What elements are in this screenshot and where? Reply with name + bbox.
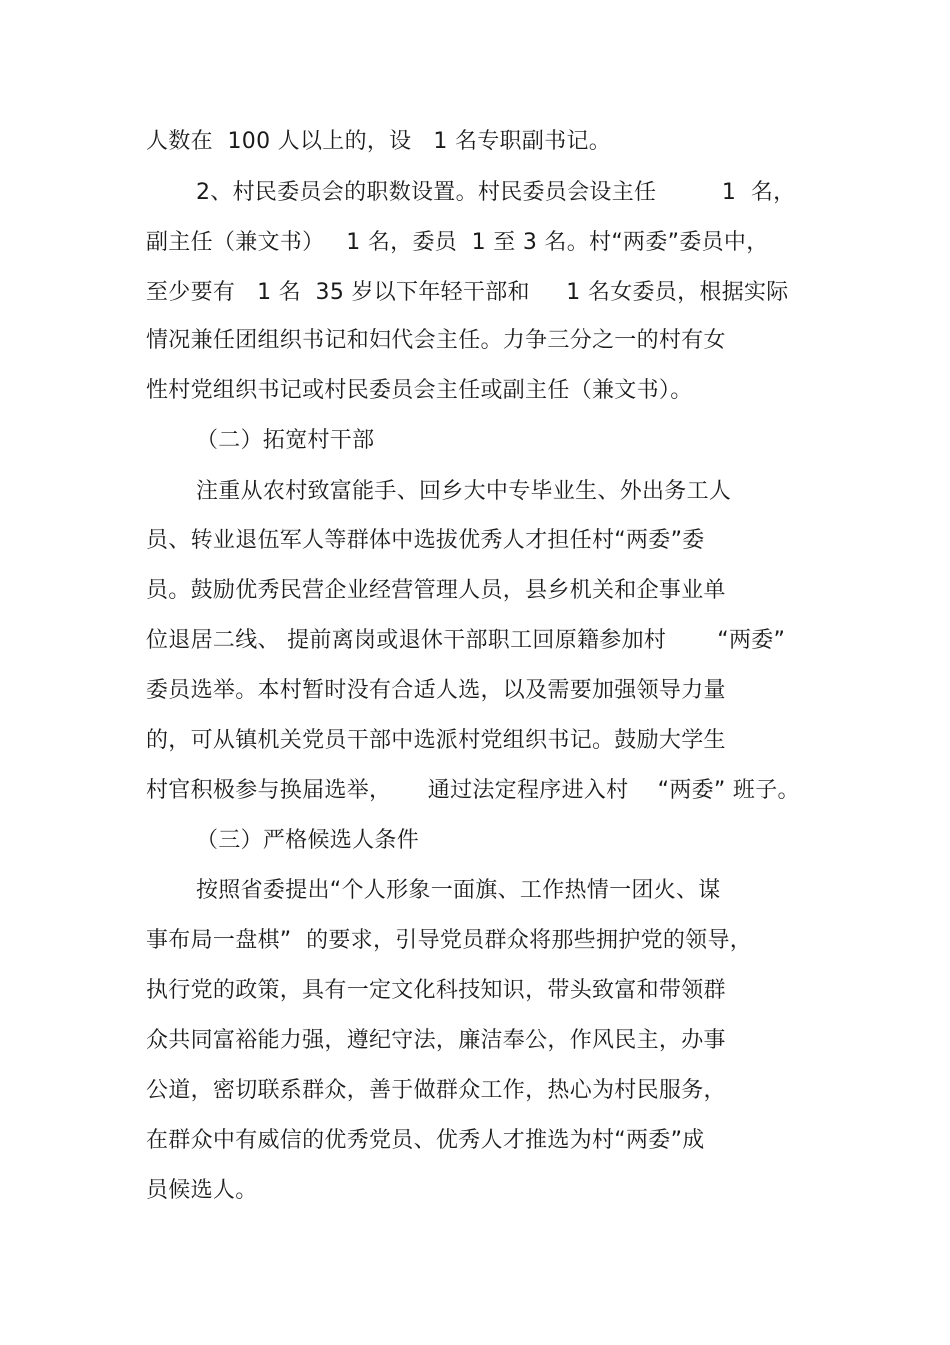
- body-line: 村官积极参与换届选举， 通过法定程序进入村 “两委” 班子。: [146, 778, 800, 803]
- body-line: 情况兼任团组织书记和妇代会主任。力争三分之一的村有女: [146, 328, 726, 353]
- section-heading: （二）拓宽村干部: [196, 428, 375, 453]
- body-line: 副主任（兼文书） 1 名，委员 1 至 3 名。村“两委”委员中，: [146, 230, 769, 255]
- body-line: 人数在 100 人以上的，设 1 名专职副书记。: [146, 129, 612, 154]
- body-line: 员。鼓励优秀民营企业经营管理人员，县乡机关和企事业单: [146, 578, 726, 603]
- body-line: 事布局一盘棋” 的要求，引导党员群众将那些拥护党的领导，: [146, 928, 753, 953]
- body-line: 的，可从镇机关党员干部中选派村党组织书记。鼓励大学生: [146, 728, 726, 753]
- body-line: 性村党组织书记或村民委员会主任或副主任（兼文书）。: [146, 378, 693, 403]
- body-line: 员候选人。: [146, 1178, 258, 1203]
- body-line: 按照省委提出“个人形象一面旗、工作热情一团火、谋: [196, 878, 721, 903]
- body-line: 位退居二线、 提前离岗或退休干部职工回原籍参加村 “两委”: [146, 628, 786, 653]
- body-line: 执行党的政策，具有一定文化科技知识，带头致富和带领群: [146, 978, 726, 1003]
- body-line: 公道，密切联系群众，善于做群众工作，热心为村民服务，: [146, 1078, 726, 1103]
- body-line: 至少要有 1 名 35 岁以下年轻干部和 1 名女委员，根据实际: [146, 280, 789, 305]
- body-line: 注重从农村致富能手、回乡大中专毕业生、外出务工人: [196, 479, 732, 504]
- body-line: 众共同富裕能力强，遵纪守法，廉洁奉公，作风民主，办事: [146, 1028, 726, 1053]
- body-line: 在群众中有威信的优秀党员、优秀人才推选为村“两委”成: [146, 1128, 705, 1153]
- body-line: 委员选举。本村暂时没有合适人选，以及需要加强领导力量: [146, 678, 726, 703]
- body-line: 员、转业退伍军人等群体中选拔优秀人才担任村“两委”委: [146, 528, 705, 553]
- section-heading: （三）严格候选人条件: [196, 828, 420, 853]
- body-line: 2、村民委员会的职数设置。村民委员会设主任 1 名，: [196, 180, 796, 205]
